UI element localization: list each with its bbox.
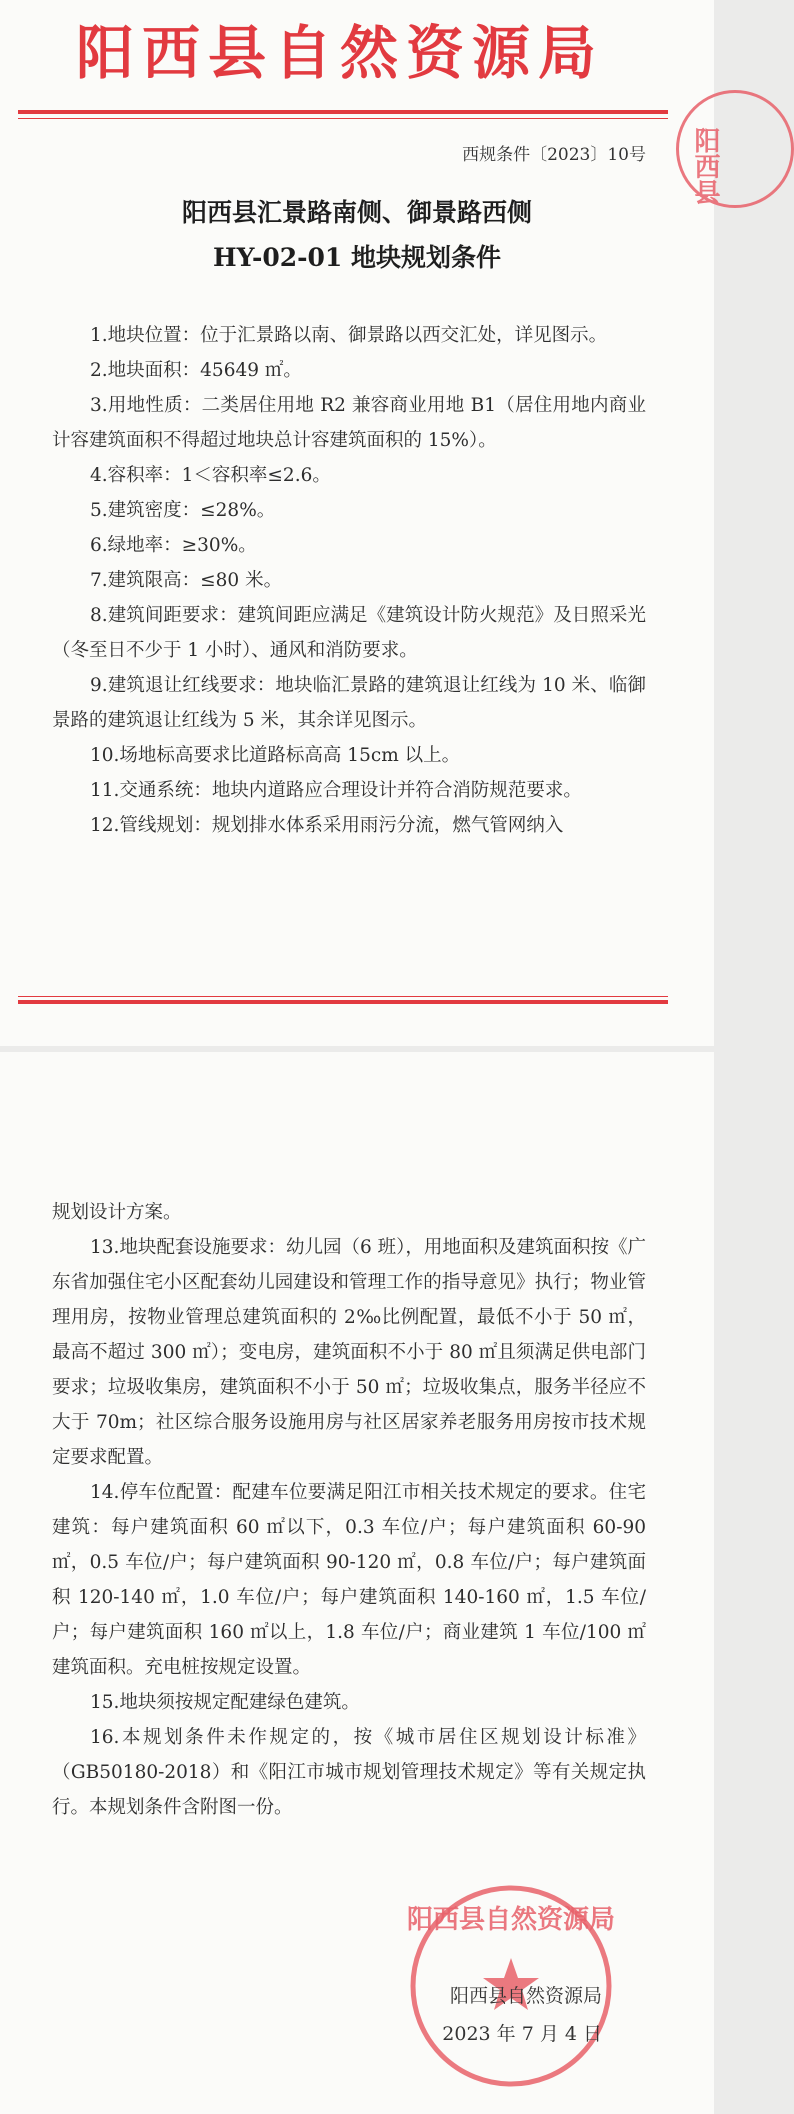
clause-14: 14.停车位配置：配建车位要满足阳江市相关技术规定的要求。住宅建筑：每户建筑面积 60 ㎡以下，0.3 车位/户；每户建筑面积 60-90 ㎡，0.5 车位/户；每户建筑面积 90-120 ㎡，0.8 车位/户；每户建筑面积 120-140 ㎡，1.0 车位/户；每户建筑面积 140-160 ㎡，1.5 车位/户；每户建筑面积 160 ㎡以上，1.8 车位/户；商业建筑 1 车位/100 ㎡建筑面积。充电桩按规定设置。 (52, 1482, 646, 1678)
clause-list-page-2 (52, 1195, 646, 1825)
document-title-line-2: HY-02-01 地块规划条件 (213, 243, 501, 272)
clause-12-continuation: 规划设计方案。 (52, 1202, 182, 1223)
clause-3: 3.用地性质：二类居住用地 R2 兼容商业用地 B1（居住用地内商业计容建筑面积不得超过地块总计容建筑面积的 15%）。 (52, 395, 646, 451)
clause-15: 15.地块须按规定配建绿色建筑。 (90, 1692, 360, 1713)
clause-11: 11.交通系统：地块内道路应合理设计并符合消防规范要求。 (90, 780, 582, 801)
signing-organization: 阳西县自然资源局 (449, 1985, 602, 2007)
clause-8: 8.建筑间距要求：建筑间距应满足《建筑设计防火规范》及日照采光（冬至日不少于 1 小时）、通风和消防要求。 (52, 605, 646, 661)
header-divider (18, 110, 668, 114)
clause-9: 9.建筑退让红线要求：地块临汇景路的建筑退让红线为 10 米、临御景路的建筑退让红线为 5 米，其余详见图示。 (52, 675, 646, 731)
clause-2: 2.地块面积：45649 ㎡。 (90, 360, 302, 381)
clause-6: 6.绿地率：≥30%。 (90, 535, 257, 556)
clause-10: 10.场地标高要求比道路标高高 15cm 以上。 (90, 745, 461, 766)
corner-seal: 阳西县 (676, 90, 794, 208)
clause-4: 4.容积率：1＜容积率≤2.6。 (90, 465, 331, 486)
clause-list-page-1 (52, 318, 646, 843)
document-number: 西规条件〔2023〕10号 (462, 145, 646, 165)
clause-1: 1.地块位置：位于汇景路以南、御景路以西交汇处，详见图示。 (90, 325, 608, 346)
clause-12: 12.管线规划：规划排水体系采用雨污分流，燃气管网纳入 (90, 815, 564, 836)
document-page-1 (0, 0, 720, 1046)
header-divider-thin (18, 118, 668, 119)
agency-letterhead: 阳西县自然资源局 (75, 19, 604, 87)
signing-date: 2023 年 7 月 4 日 (442, 2023, 602, 2045)
svg-text:阳西县自然资源局: 阳西县自然资源局 (406, 1905, 616, 1935)
document-title-line-1: 阳西县汇景路南侧、御景路西侧 (181, 198, 532, 227)
clause-7: 7.建筑限高：≤80 米。 (90, 570, 283, 591)
footer-divider-thin (18, 996, 668, 997)
clause-5: 5.建筑密度：≤28%。 (90, 500, 276, 521)
clause-16: 16.本规划条件未作规定的，按《城市居住区规划设计标准》（GB50180-2018）和《阳江市城市规划管理技术规定》等有关规定执行。本规划条件含附图一份。 (52, 1727, 646, 1818)
clause-13: 13.地块配套设施要求：幼儿园（6 班），用地面积及建筑面积按《广东省加强住宅小区配套幼儿园建设和管理工作的指导意见》执行；物业管理用房，按物业管理总建筑面积的 2‰比例配置，最低不小于 50 ㎡，最高不超过 300 ㎡）；变电房，建筑面积不小于 80 ㎡且须满足供电部门要求；垃圾收集房，建筑面积不小于 50 ㎡；垃圾收集点，服务半径应不大于 70m；社区综合服务设施用房与社区居家养老服务用房按市技术规定要求配置。 (52, 1237, 646, 1468)
footer-divider (18, 1000, 668, 1004)
